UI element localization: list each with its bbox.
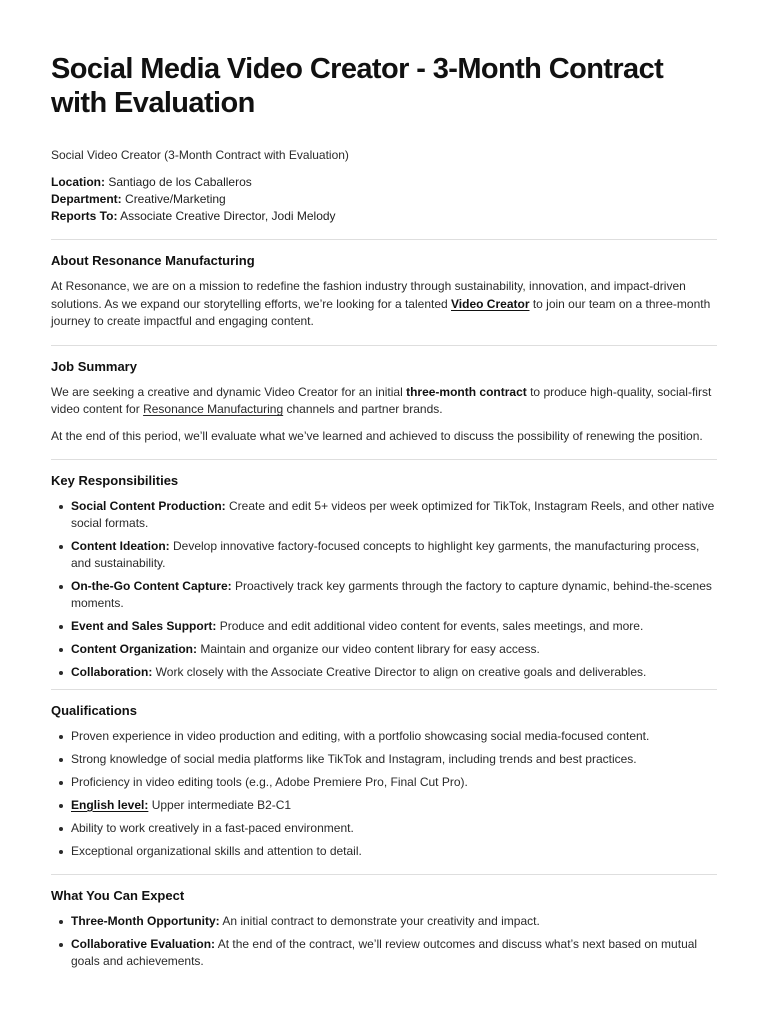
reports-to-line	[51, 208, 717, 225]
responsibilities-list	[51, 498, 717, 681]
divider	[51, 239, 717, 240]
english-level-value: Upper intermediate B2-C1	[148, 798, 292, 812]
expect-list	[51, 913, 717, 970]
location-label: Location:	[51, 175, 105, 189]
list-item-text: Work closely with the Associate Creative Director to align on creative goals and deliverables.	[152, 665, 647, 679]
list-item-title: Three-Month Opportunity:	[71, 914, 220, 928]
list-item-title: On-the-Go Content Capture:	[71, 579, 232, 593]
about-text-end: to join our team on a three-month journey to create impactful and engaging content.	[51, 296, 711, 328]
list-item: Proven experience in video production and editing, with a portfolio showcasing social media-focused content.	[71, 728, 717, 745]
location-line	[51, 174, 717, 191]
department-label: Department:	[51, 192, 122, 206]
list-item	[71, 913, 717, 930]
job-subtitle: Social Video Creator (3-Month Contract with Evaluation)	[51, 148, 349, 162]
list-item-text: Create and edit 5+ videos per week optimized for TikTok, Instagram Reels, and other native social formats.	[71, 499, 715, 530]
divider	[51, 459, 717, 460]
divider	[51, 345, 717, 346]
about-text-start: At Resonance, we are on a mission to redefine the fashion industry through sustainability, innovation, and impact-driven solutions. As we expand our storytelling efforts, we’re looking for a talented	[51, 279, 686, 311]
reports-to-value: Associate Creative Director, Jodi Melody	[117, 209, 336, 223]
list-item	[71, 936, 717, 970]
page-title: Social Media Video Creator - 3-Month Contract with Evaluation	[51, 53, 664, 119]
summary-text-b: to produce high-quality, social-first video content for	[51, 384, 712, 416]
video-creator-link[interactable]: Video Creator	[451, 296, 530, 311]
summary-section	[51, 358, 717, 446]
summary-heading: Job Summary	[51, 358, 137, 374]
summary-text-a: We are seeking a creative and dynamic Video Creator for an initial	[51, 384, 407, 399]
list-item: Exceptional organizational skills and attention to detail.	[71, 843, 717, 860]
list-item: Ability to work creatively in a fast-paced environment.	[71, 820, 717, 837]
divider	[51, 874, 717, 875]
list-item	[71, 498, 717, 532]
list-item	[71, 641, 717, 658]
expect-heading: What You Can Expect	[51, 888, 185, 903]
qualifications-section	[51, 702, 717, 860]
resonance-manufacturing-link[interactable]: Resonance Manufacturing	[143, 402, 284, 416]
summary-paragraph-1	[51, 384, 717, 419]
list-item	[71, 578, 717, 612]
location-value: Santiago de los Caballeros	[105, 175, 252, 189]
summary-contract-bold: three-month contract	[406, 384, 527, 399]
department-line	[51, 191, 717, 208]
qualifications-list	[51, 728, 717, 860]
list-item-text: At the end of the contract, we’ll review outcomes and discuss what’s next based on mutual goals and achievements.	[71, 937, 698, 968]
divider	[51, 689, 717, 690]
list-item-title: Social Content Production:	[71, 499, 226, 513]
about-section	[51, 252, 717, 331]
responsibilities-section	[51, 472, 717, 690]
department-value: Creative/Marketing	[121, 192, 226, 206]
list-item-title: Event and Sales Support:	[71, 619, 217, 633]
about-heading: About Resonance Manufacturing	[51, 253, 255, 268]
english-level-link[interactable]: English level:	[71, 798, 149, 812]
expect-section	[51, 887, 717, 970]
list-item-title: Collaborative Evaluation:	[71, 937, 216, 951]
list-item-text: Develop innovative factory-focused concepts to highlight key garments, the manufacturing process, and sustainability.	[71, 539, 700, 570]
list-item-text: Maintain and organize our video content library for easy access.	[197, 642, 540, 656]
list-item: Proficiency in video editing tools (e.g., Adobe Premiere Pro, Final Cut Pro).	[71, 774, 717, 791]
list-item	[71, 618, 717, 635]
job-meta	[51, 174, 717, 225]
list-item	[71, 797, 717, 814]
list-item	[71, 664, 717, 681]
about-text	[51, 278, 717, 331]
list-item-text: An initial contract to demonstrate your creativity and impact.	[219, 914, 540, 928]
list-item: Strong knowledge of social media platforms like TikTok and Instagram, including trends and best practices.	[71, 751, 717, 768]
summary-text-c: channels and partner brands.	[283, 402, 443, 416]
list-item-title: Content Organization:	[71, 642, 197, 656]
qualifications-heading: Qualifications	[51, 703, 137, 718]
responsibilities-heading: Key Responsibilities	[51, 473, 179, 488]
list-item-title: Content Ideation:	[71, 539, 170, 553]
reports-to-label: Reports To:	[51, 209, 118, 223]
list-item-text: Produce and edit additional video content for events, sales meetings, and more.	[216, 619, 644, 633]
list-item-title: Collaboration:	[71, 665, 153, 679]
summary-paragraph-2: At the end of this period, we’ll evaluate what we’ve learned and achieved to discuss the possibility of renewing the position.	[51, 428, 703, 443]
list-item	[71, 538, 717, 572]
list-item-text: Proactively track key garments through the factory to capture dynamic, behind-the-scenes moments.	[71, 579, 712, 610]
